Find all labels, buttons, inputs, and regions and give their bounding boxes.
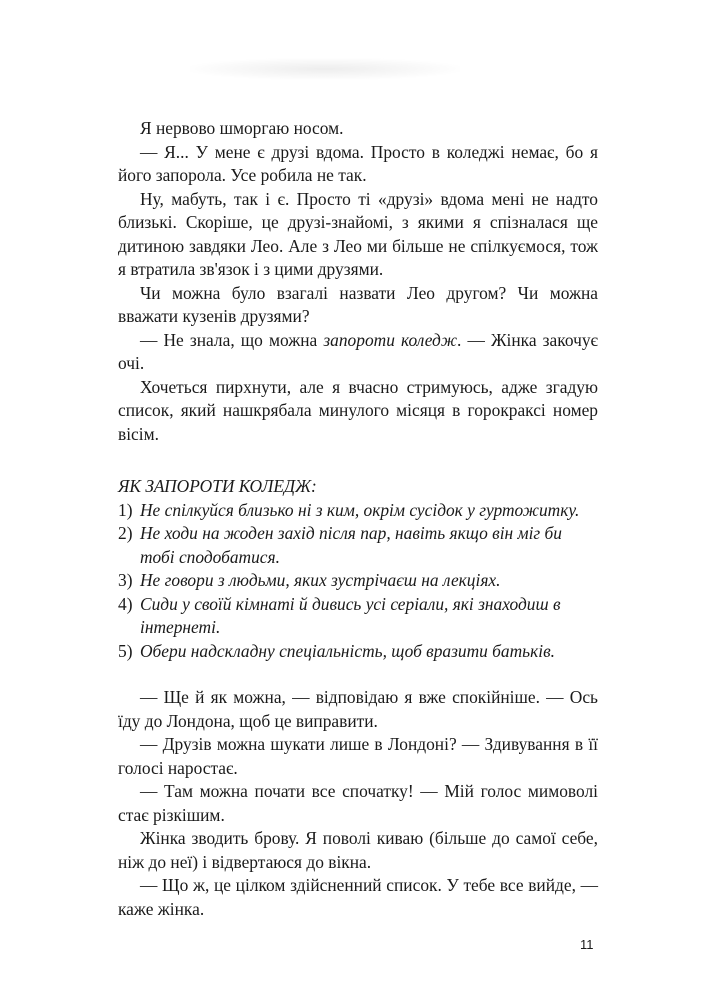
list-number: 5) xyxy=(118,640,133,661)
college-list xyxy=(118,475,598,663)
paragraph: — Я... У мене є друзі вдома. Просто в коледжі немає, бо я його запорола. Усе робила не так. xyxy=(118,141,598,185)
list-text: Обери надскладну спеціальність, щоб вразити батьків. xyxy=(140,640,555,661)
list-item xyxy=(118,569,598,593)
paragraph xyxy=(118,329,598,376)
list-number: 4) xyxy=(118,593,133,614)
text-block-bottom xyxy=(118,686,598,921)
paragraph: — Що ж, це цілком здійсненний список. У тебе все вийде, — каже жінка. xyxy=(118,875,598,919)
scan-shadow xyxy=(190,58,460,80)
paragraph: Хочеться пирхнути, але я вчасно стримуюсь, адже згадую список, який нашкрябала минулого місяця в горокраксі номер вісім. xyxy=(118,376,598,444)
paragraph: — Друзів можна шукати лише в Лондоні? — Здивування в її голосі наростає. xyxy=(118,734,598,778)
paragraph: Чи можна було взагалі назвати Лео другом? Чи можна вважати кузенів друзями? xyxy=(118,282,598,326)
list-text: Не говори з людьми, яких зустрічаєш на лекціях. xyxy=(140,570,501,590)
list-item xyxy=(118,522,598,569)
paragraph: Ну, мабуть, так і є. Просто ті «друзі» вдома мені не надто близькі. Скоріше, це друзі-знайомі, з якими я спізналася ще дитиною завдяки Лео. Але з Лео ми більше не спілкуємося, тож я втратила зв'язок і з цими друзями. xyxy=(118,188,598,279)
list-number: 1) xyxy=(118,499,133,520)
paragraph: — Ще й як можна, — відповідаю я вже спокійніше. — Ось їду до Лондона, щоб це виправити. xyxy=(118,687,598,731)
text-block-top xyxy=(118,117,598,446)
list-item xyxy=(118,640,598,664)
italic-phrase: запороти коледж xyxy=(323,329,458,350)
list-text: Сиди у своїй кімнаті й дивись усі серіали, які знаходиш в інтернеті. xyxy=(140,593,561,637)
paragraph: — Там можна почати все спочатку! — Мій голос мимоволі стає різкішим. xyxy=(118,781,598,825)
paragraph-text: — Не знала, що можна xyxy=(140,329,324,350)
paragraph-text: . — Жінка закочує очі. xyxy=(118,329,598,373)
list-number: 3) xyxy=(118,570,133,590)
paragraph: Я нервово шморгаю носом. xyxy=(140,118,344,138)
list-text: Не спілкуйся близько ні з ким, окрім сусідок у гуртожитку. xyxy=(140,499,580,520)
list-title: ЯК ЗАПОРОТИ КОЛЕДЖ: xyxy=(118,476,317,496)
list-text: Не ходи на жоден захід після пар, навіть якщо він міг би тобі сподобатися. xyxy=(140,523,563,567)
paragraph: Жінка зводить брову. Я поволі киваю (більше до самої себе, ніж до неї) і відвертаюся до вікна. xyxy=(118,828,598,872)
list-item xyxy=(118,593,598,640)
page-number: 11 xyxy=(580,937,594,952)
list-item xyxy=(118,499,598,523)
list-number: 2) xyxy=(118,523,133,543)
